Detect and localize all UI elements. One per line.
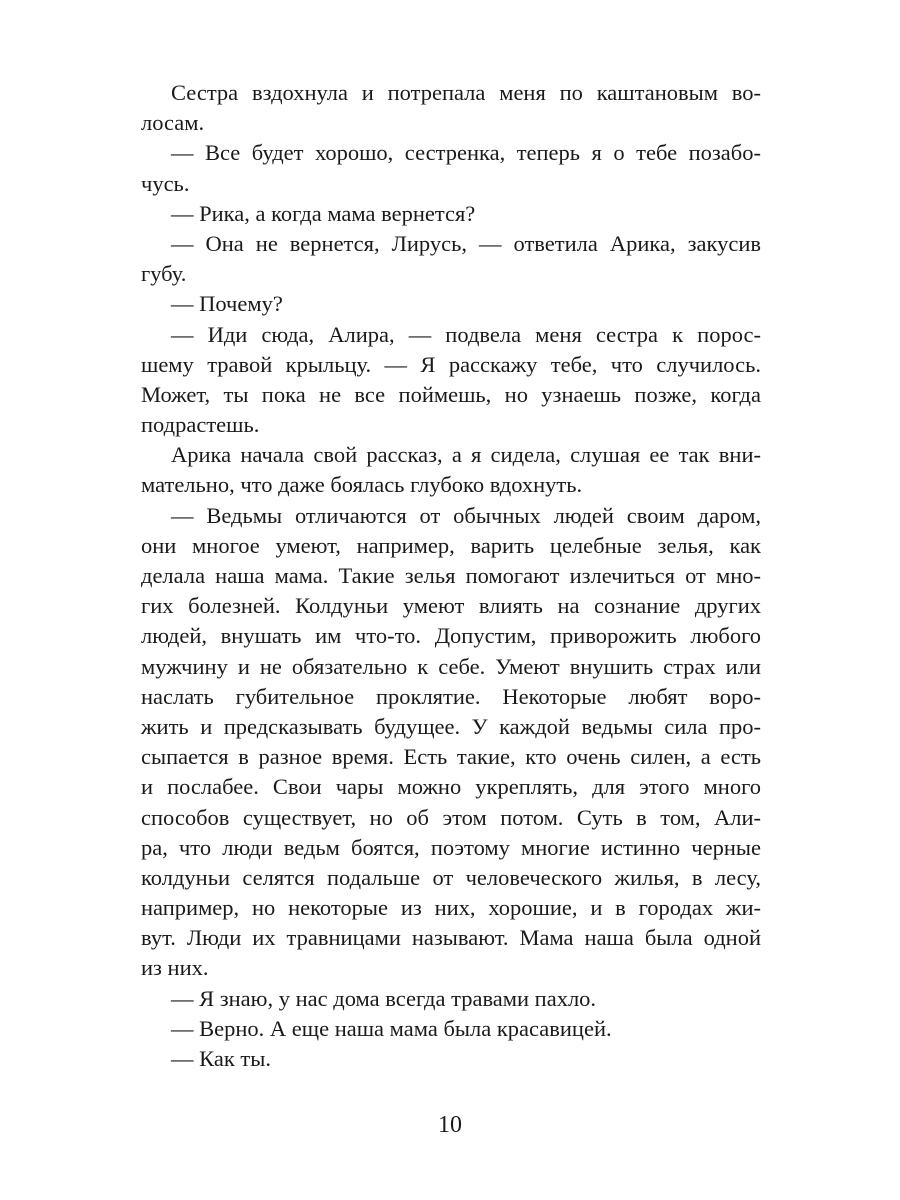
text-line: наслать губительное проклятие. Некоторые любят воро-	[141, 683, 761, 709]
text-line: подрастешь.	[141, 412, 260, 438]
text-line: жить и предсказывать будущее. У каждой ведьмы сила про-	[141, 713, 761, 739]
paragraph	[141, 229, 761, 289]
text-line: вут. Люди их травницами называют. Мама наша была одной	[141, 925, 761, 951]
text-line: они многое умеют, например, варить целебные зелья, как	[141, 532, 761, 558]
paragraph	[141, 289, 761, 319]
text-line: — Рика, а когда мама вернется?	[171, 200, 476, 226]
text-line: мательно, что даже боялась глубоко вдохнуть.	[141, 472, 583, 498]
text-line: Может, ты пока не все поймешь, но узнаешь позже, когда	[141, 381, 761, 407]
text-line: чусь.	[141, 170, 190, 196]
text-line: и послабее. Свои чары можно укреплять, для этого много	[141, 774, 761, 800]
paragraph	[141, 1014, 761, 1044]
paragraph	[141, 440, 761, 500]
text-line: гих болезней. Колдуньи умеют влиять на сознание других	[141, 593, 761, 619]
text-line: сыпается в разное время. Есть такие, кто очень силен, а есть	[141, 744, 761, 770]
paragraph	[141, 320, 761, 441]
text-line: лосам.	[141, 110, 205, 136]
paragraph	[141, 1044, 761, 1074]
text-line: губу.	[141, 261, 187, 287]
text-line: колдуньи селятся подальше от человеческого жилья, в лесу,	[141, 864, 761, 890]
paragraph	[141, 984, 761, 1014]
text-line: Арика начала свой рассказ, а я сидела, слушая ее так вни-	[171, 442, 761, 468]
paragraph	[141, 199, 761, 229]
paragraph	[141, 501, 761, 984]
paragraph	[141, 78, 761, 138]
text-line: Сестра вздохнула и потрепала меня по каштановым во-	[171, 80, 761, 105]
text-line: — Ведьмы отличаются от обычных людей своим даром,	[171, 502, 761, 528]
text-line: шему травой крыльцу. — Я расскажу тебе, что случилось.	[141, 351, 761, 377]
text-line: — Все будет хорошо, сестренка, теперь я о тебе позабо-	[171, 140, 761, 166]
text-line: ра, что люди ведьм боятся, поэтому многие истинно черные	[141, 834, 761, 860]
text-line: мужчину и не обязательно к себе. Умеют внушить страх или	[141, 653, 761, 679]
paragraph	[141, 138, 761, 198]
text-line: — Она не вернется, Лирусь, — ответила Арика, закусив	[171, 230, 761, 256]
text-line: из них.	[141, 955, 209, 981]
text-line: — Я знаю, у нас дома всегда травами пахло.	[171, 985, 597, 1011]
text-line: — Как ты.	[171, 1046, 271, 1071]
page-number: 10	[438, 1112, 462, 1138]
text-line: людей, внушать им что-то. Допустим, приворожить любого	[141, 623, 761, 649]
text-line: делала наша мама. Такие зелья помогают излечиться от мно-	[141, 563, 761, 588]
text-line: способов существует, но об этом потом. Суть в том, Али-	[141, 804, 761, 830]
text-line: — Иди сюда, Алира, — подвела меня сестра к порос-	[171, 321, 761, 347]
text-line: — Почему?	[171, 291, 283, 317]
body-text	[141, 78, 761, 1074]
text-line: например, но некоторые из них, хорошие, и в городах жи-	[141, 895, 761, 921]
text-line: — Верно. А еще наша мама была красавицей.	[171, 1015, 612, 1041]
